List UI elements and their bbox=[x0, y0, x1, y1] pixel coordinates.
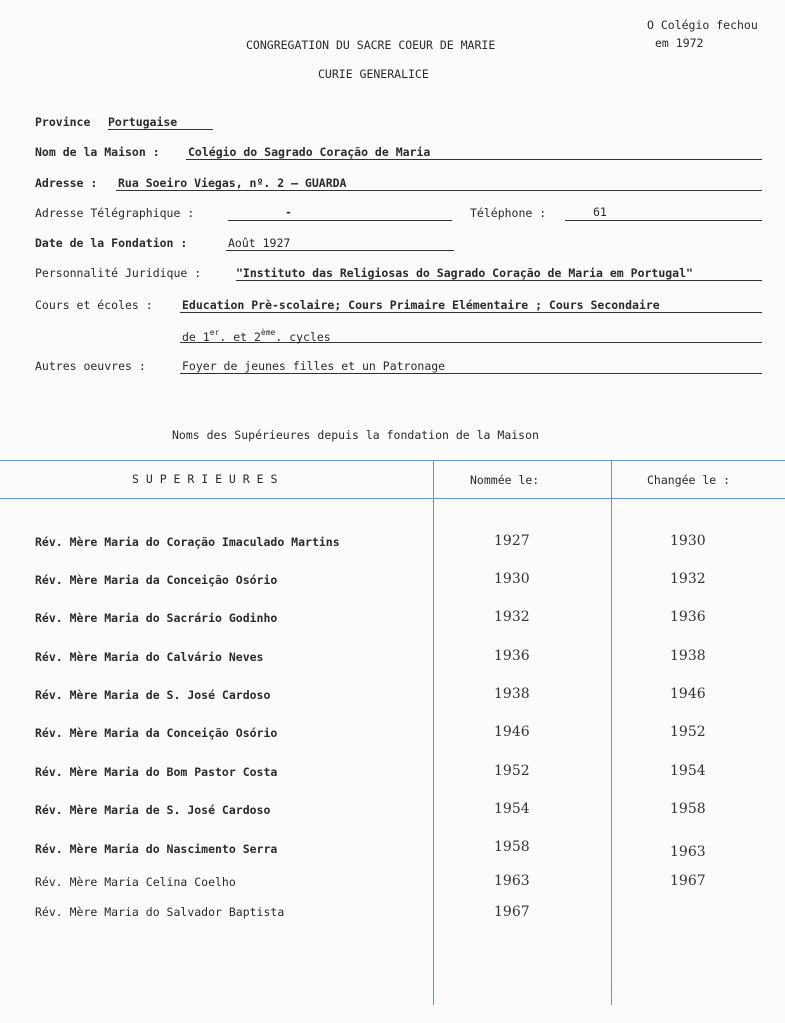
row-changee: 1932 bbox=[670, 571, 706, 587]
row-nommee: 1936 bbox=[494, 648, 530, 664]
row-changee: 1930 bbox=[670, 533, 706, 549]
table-col-divider-1 bbox=[433, 460, 434, 1005]
row-changee: 1946 bbox=[670, 686, 706, 702]
row-nommee: 1938 bbox=[494, 686, 530, 702]
row-nommee: 1946 bbox=[494, 724, 530, 740]
maison-label: Nom de la Maison : bbox=[35, 145, 160, 159]
province-label: Province bbox=[35, 115, 91, 129]
autres-value: Foyer de jeunes filles et un Patronage bbox=[182, 359, 446, 373]
row-name: Rév. Mère Maria do Salvador Baptista bbox=[35, 905, 285, 919]
adresse-underline bbox=[116, 190, 762, 191]
province-value: Portugaise bbox=[108, 115, 178, 129]
row-nommee: 1967 bbox=[494, 904, 530, 920]
congregation-title: CONGREGATION DU SACRE COEUR DE MARIE bbox=[246, 38, 496, 52]
row-name: Rév. Mère Maria do Bom Pastor Costa bbox=[35, 765, 278, 779]
row-name: Rév. Mère Maria Celina Coelho bbox=[35, 875, 236, 889]
curie-subtitle: CURIE GENERALICE bbox=[318, 67, 429, 81]
row-nommee: 1930 bbox=[494, 571, 530, 587]
row-name: Rév. Mère Maria do Sacrário Godinho bbox=[35, 611, 278, 625]
telegraphique-label: Adresse Télégraphique : bbox=[35, 206, 195, 220]
row-changee: 1954 bbox=[670, 763, 706, 779]
row-name: Rév. Mère Maria de S. José Cardoso bbox=[35, 803, 271, 817]
telephone-label: Téléphone : bbox=[470, 206, 547, 220]
row-changee: 1963 bbox=[670, 844, 706, 860]
maison-underline bbox=[186, 159, 762, 160]
row-name: Rév. Mère Maria do Nascimento Serra bbox=[35, 842, 278, 856]
autres-underline bbox=[180, 373, 762, 374]
adresse-value: Rua Soeiro Viegas, nº. 2 – GUARDA bbox=[118, 176, 347, 190]
fondation-underline bbox=[226, 250, 454, 251]
juridique-value: "Instituto das Religiosas do Sagrado Coração de Maria em Portugal" bbox=[236, 266, 693, 280]
closure-note-line1: O Colégio fechou bbox=[647, 18, 758, 32]
province-underline bbox=[108, 129, 213, 130]
cours-value-line2: de 1er. et 2ème. cycles bbox=[182, 328, 331, 344]
autres-label: Autres oeuvres : bbox=[35, 359, 146, 373]
telegraphique-underline bbox=[228, 220, 452, 221]
col-header-superieures: S U P E R I E U R E S bbox=[132, 472, 278, 486]
row-changee: 1938 bbox=[670, 648, 706, 664]
fondation-label: Date de la Fondation : bbox=[35, 236, 188, 250]
cours-label: Cours et écoles : bbox=[35, 298, 153, 312]
row-nommee: 1952 bbox=[494, 763, 530, 779]
row-nommee: 1963 bbox=[494, 873, 530, 889]
row-changee: 1958 bbox=[670, 801, 706, 817]
table-top-rule bbox=[0, 460, 785, 461]
row-name: Rév. Mère Maria da Conceição Osório bbox=[35, 573, 278, 587]
row-name: Rév. Mère Maria do Coração Imaculado Martins bbox=[35, 535, 340, 549]
fondation-value: Août 1927 bbox=[228, 236, 291, 250]
closure-note-line2: em 1972 bbox=[655, 36, 704, 50]
row-changee: 1952 bbox=[670, 724, 706, 740]
row-nommee: 1927 bbox=[494, 533, 530, 549]
telephone-underline bbox=[565, 220, 762, 221]
row-name: Rév. Mère Maria da Conceição Osório bbox=[35, 726, 278, 740]
telegraphique-value: - bbox=[285, 205, 292, 219]
maison-value: Colégio do Sagrado Coração de Maria bbox=[188, 145, 431, 159]
adresse-label: Adresse : bbox=[35, 176, 98, 190]
juridique-label: Personnalité Juridique : bbox=[35, 266, 202, 280]
row-nommee: 1958 bbox=[494, 839, 530, 855]
table-caption: Noms des Supérieures depuis la fondation de la Maison bbox=[172, 428, 539, 442]
table-col-divider-2 bbox=[611, 460, 612, 1005]
col-header-nommee: Nommée le: bbox=[470, 473, 540, 487]
col-header-changee: Changée le : bbox=[647, 473, 731, 487]
row-nommee: 1954 bbox=[494, 801, 530, 817]
cours-underline-2 bbox=[180, 342, 762, 343]
row-nommee: 1932 bbox=[494, 609, 530, 625]
row-name: Rév. Mère Maria de S. José Cardoso bbox=[35, 688, 271, 702]
row-changee: 1967 bbox=[670, 873, 706, 889]
row-name: Rév. Mère Maria do Calvário Neves bbox=[35, 650, 264, 664]
row-changee: 1936 bbox=[670, 609, 706, 625]
cours-value-line1: Education Prè-scolaire; Cours Primaire Elémentaire ; Cours Secondaire bbox=[182, 298, 660, 312]
juridique-underline bbox=[236, 280, 762, 281]
table-header-rule bbox=[0, 498, 785, 499]
cours-underline-1 bbox=[180, 312, 762, 313]
telephone-value: 61 bbox=[593, 205, 607, 219]
